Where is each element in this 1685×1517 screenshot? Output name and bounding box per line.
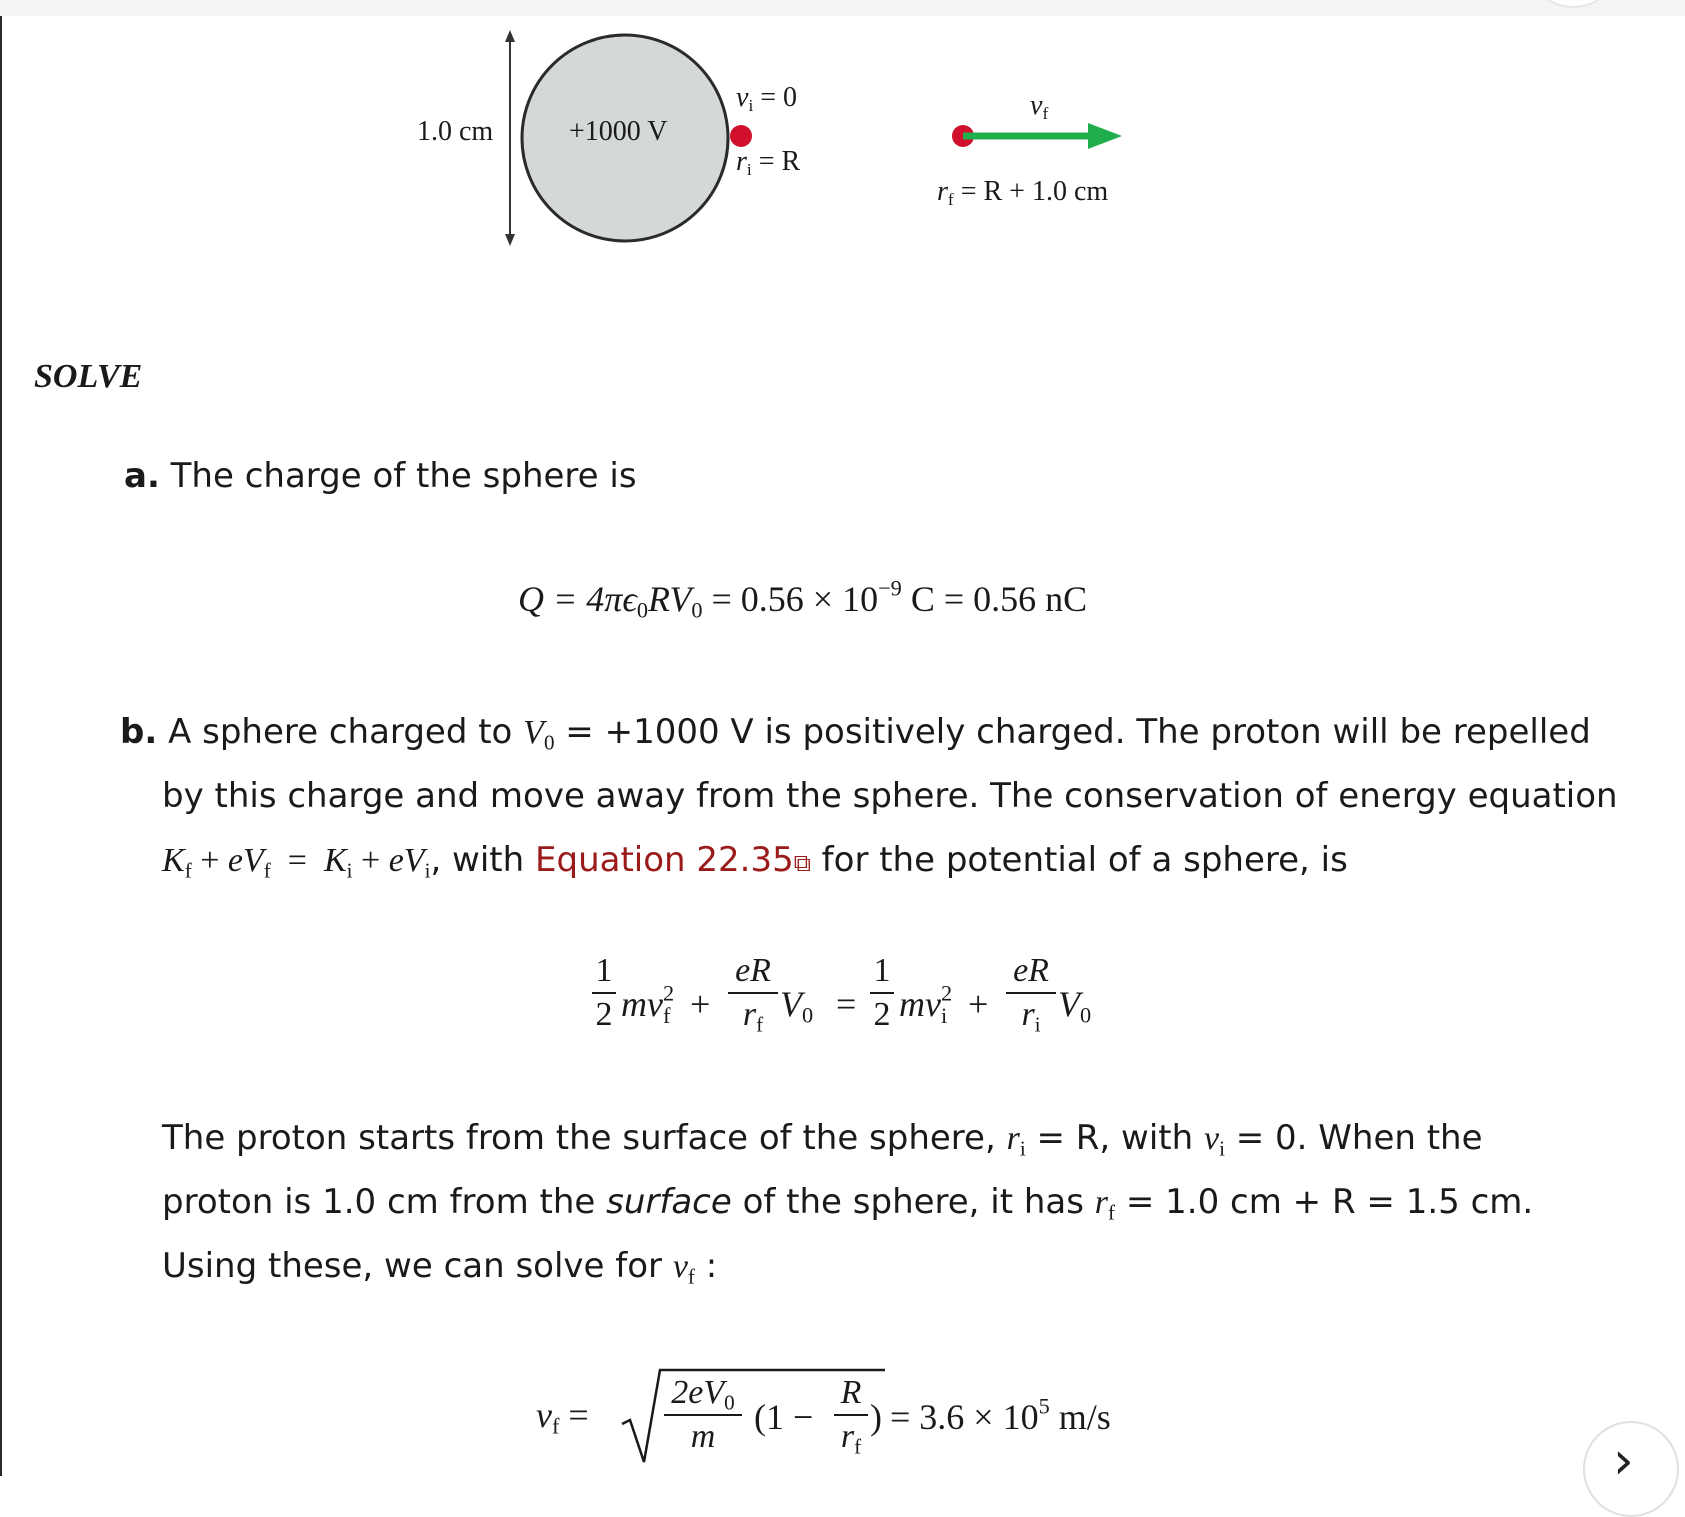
plus-1: + bbox=[690, 984, 711, 1024]
half-fraction-right: 1 2 bbox=[870, 952, 894, 1034]
diameter-arrowhead-top bbox=[505, 30, 515, 42]
sphere-diagram bbox=[0, 0, 1685, 260]
part-a-label: a. bbox=[124, 456, 160, 496]
v0-left: $V_0$ bbox=[780, 984, 814, 1028]
paragraph2-line2: proton is 1.0 cm from the surface of the sphere, it has $r_f = 1.0$ cm + R = 1.5 cm. bbox=[162, 1182, 1534, 1225]
r-ratio-fraction: R $r_f$ bbox=[834, 1374, 868, 1456]
paragraph2-line1: The proton starts from the surface of the sphere, $r_i = R$, with $v_i = 0$. When the bbox=[162, 1118, 1483, 1161]
sphere-potential-label: +1000 V bbox=[569, 116, 668, 147]
part-b-line1: b. A sphere charged to $V_0 = +1000$ V is positively charged. The proton will be repelled bbox=[120, 712, 1591, 755]
potential-fraction-f: eR $r_f$ bbox=[728, 952, 778, 1034]
next-page-button[interactable] bbox=[1583, 1421, 1679, 1517]
final-result: = $3.6 \times 10^5$ m/s bbox=[890, 1393, 1111, 1437]
vi-label: $v_i = 0$ bbox=[736, 82, 798, 116]
part-b-label: b. bbox=[120, 712, 158, 752]
diameter-label: 1.0 cm bbox=[417, 116, 494, 147]
external-link-icon[interactable]: ⧉ bbox=[793, 849, 811, 877]
plus-2: + bbox=[968, 984, 989, 1024]
potential-fraction-i: eR $r_i$ bbox=[1006, 952, 1056, 1034]
sqrt-fraction: $2eV_0$ m bbox=[664, 1374, 742, 1456]
part-b-line2: by this charge and move away from the sphere. The conservation of energy equation bbox=[162, 776, 1618, 816]
charge-equation: $Q = 4\pi\epsilon_0RV_0 = 0.56 \times 10^{-9}$ C = 0.56 nC bbox=[518, 575, 1088, 623]
velocity-arrowhead bbox=[1088, 123, 1122, 149]
rf-label: $r_f = R + 1.0$ cm bbox=[937, 176, 1109, 210]
v0-right: $V_0$ bbox=[1058, 984, 1092, 1028]
half-fraction-left: 1 2 bbox=[592, 952, 616, 1034]
equation-link[interactable]: Equation 22.35 bbox=[535, 840, 794, 880]
equals-energy: = bbox=[836, 984, 857, 1024]
energy-term-kf: $mv^2_f$ bbox=[621, 980, 675, 1028]
energy-term-ki: $mv^2_i$ bbox=[899, 980, 953, 1028]
initial-proton bbox=[730, 125, 752, 147]
paren-close: ) bbox=[870, 1397, 882, 1437]
section-heading: SOLVE bbox=[34, 358, 143, 395]
paren-open: (1 − bbox=[754, 1397, 814, 1437]
paragraph2-line3: Using these, we can solve for $v_f$ : bbox=[162, 1246, 718, 1289]
vf-label: $v_f$ bbox=[1030, 90, 1049, 124]
part-b-line3: $K_f + eV_f = K_i + eV_i$, with Equation 22.35⧉ for the potential of a sphere, is bbox=[162, 840, 1348, 883]
diameter-arrowhead-bottom bbox=[505, 234, 515, 246]
chevron-right-icon: › bbox=[1613, 1431, 1634, 1491]
vf-lhs: $v_f$ = bbox=[536, 1395, 589, 1439]
ri-label: $r_i = R$ bbox=[736, 146, 801, 180]
part-a-text: a. The charge of the sphere is bbox=[124, 456, 637, 496]
